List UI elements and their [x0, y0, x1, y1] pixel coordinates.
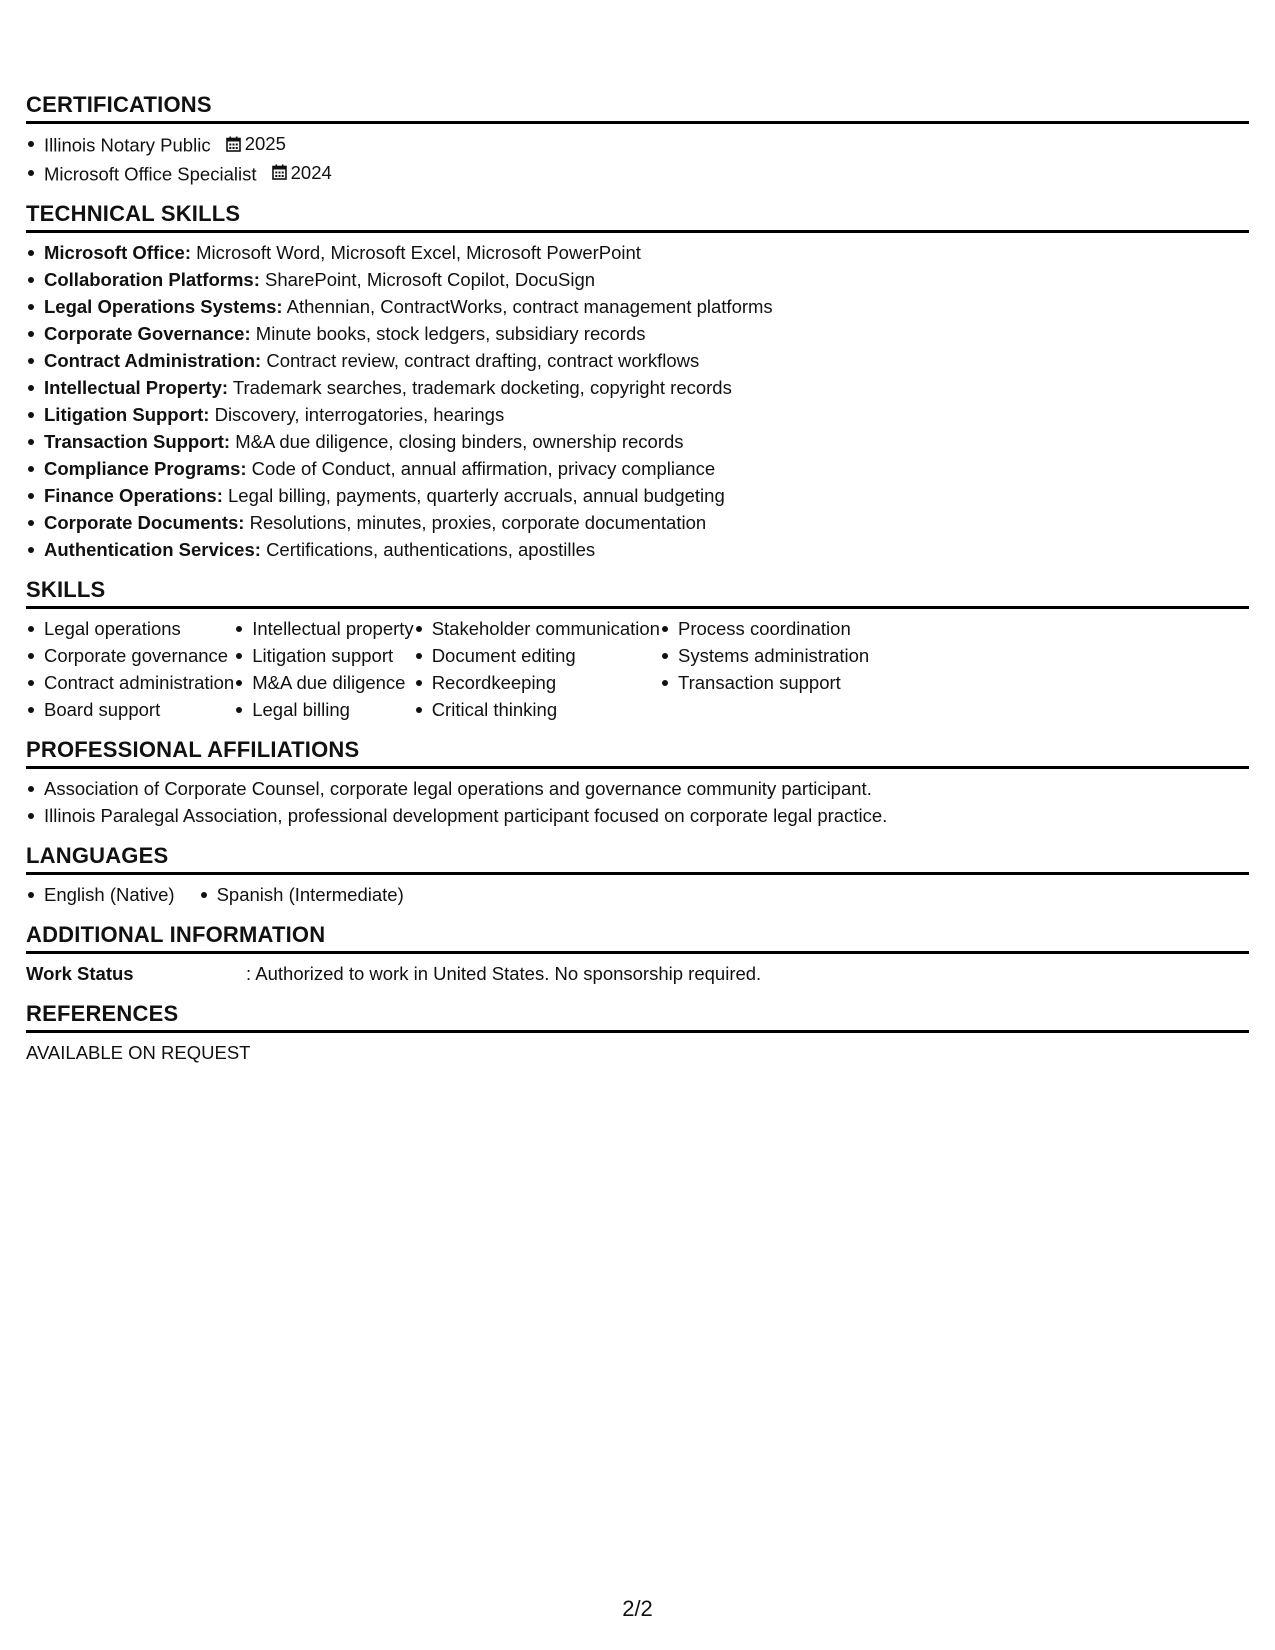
skill-value: Legal billing, payments, quarterly accruals, annual budgeting [228, 485, 725, 506]
technical-skill-item [26, 482, 1249, 509]
skill-label: Collaboration Platforms: [44, 269, 260, 290]
skill-item: Contract administration [26, 669, 234, 696]
technical-skill-item [26, 320, 1249, 347]
skill-item: Litigation support [234, 642, 413, 669]
certification-year: 2024 [290, 161, 332, 183]
skill-item: Stakeholder communication [414, 615, 660, 642]
technical-skill-item [26, 266, 1249, 293]
skill-label: Microsoft Office: [44, 242, 191, 263]
technical-skill-item [26, 455, 1249, 482]
technical-skill-item [26, 536, 1249, 563]
work-status-value: : Authorized to work in United States. No sponsorship required. [246, 963, 762, 984]
certifications-section [26, 92, 1249, 187]
calendar-icon [272, 164, 287, 180]
affiliation-item: Illinois Paralegal Association, professional development participant focused on corporate legal practice. [26, 802, 1249, 829]
skill-item: Intellectual property [234, 615, 413, 642]
skill-label: Finance Operations: [44, 485, 223, 506]
certifications-list [26, 130, 1249, 187]
skill-value: Microsoft Word, Microsoft Excel, Microsoft PowerPoint [196, 242, 641, 263]
skill-label: Litigation Support: [44, 404, 210, 425]
skills-grid [26, 615, 1249, 723]
technical-skills-list [26, 239, 1249, 563]
skill-item: Legal operations [26, 615, 234, 642]
technical-skills-section [26, 201, 1249, 563]
skill-label: Corporate Governance: [44, 323, 251, 344]
technical-skill-item [26, 239, 1249, 266]
skill-label: Compliance Programs: [44, 458, 247, 479]
skill-item: Recordkeeping [414, 669, 660, 696]
skill-item: Systems administration [660, 642, 869, 669]
skills-column [234, 615, 413, 723]
certification-year: 2025 [244, 133, 286, 154]
certification-item [26, 159, 1249, 188]
skills-section [26, 577, 1249, 723]
skill-value: Minute books, stock ledgers, subsidiary records [255, 323, 646, 344]
affiliations-list [26, 775, 1249, 829]
skill-value: M&A due diligence, closing binders, ownership records [235, 431, 684, 452]
skill-item: Critical thinking [414, 696, 660, 723]
section-title: LANGUAGES [26, 843, 1249, 875]
skill-label: Legal Operations Systems: [44, 296, 283, 317]
skill-label: Corporate Documents: [44, 512, 245, 533]
skills-column [660, 615, 869, 723]
affiliation-item: Association of Corporate Counsel, corporate legal operations and governance community participant. [26, 775, 1249, 802]
skill-value: Discovery, interrogatories, hearings [214, 404, 505, 425]
section-title: PROFESSIONAL AFFILIATIONS [26, 737, 1249, 769]
references-section [26, 1001, 1249, 1066]
certification-name: Microsoft Office Specialist [44, 163, 257, 184]
references-text: AVAILABLE ON REQUEST [26, 1042, 251, 1063]
section-title: SKILLS [26, 577, 1249, 609]
skill-item: M&A due diligence [234, 669, 413, 696]
language-item: English (Native) [26, 881, 175, 908]
skill-value: Code of Conduct, annual affirmation, privacy compliance [251, 458, 716, 479]
work-status-row [26, 960, 1249, 987]
technical-skill-item [26, 401, 1249, 428]
skill-item: Legal billing [234, 696, 413, 723]
skills-column [414, 615, 660, 723]
skill-item: Transaction support [660, 669, 869, 696]
additional-info-section [26, 922, 1249, 987]
technical-skill-item [26, 374, 1249, 401]
skill-label: Transaction Support: [44, 431, 231, 452]
skill-item: Corporate governance [26, 642, 234, 669]
skill-item: Process coordination [660, 615, 869, 642]
technical-skill-item [26, 293, 1249, 320]
work-status-label: Work Status [26, 963, 134, 984]
section-title: REFERENCES [26, 1001, 1249, 1033]
skill-value: SharePoint, Microsoft Copilot, DocuSign [265, 269, 596, 290]
section-title: ADDITIONAL INFORMATION [26, 922, 1249, 954]
skill-value: Certifications, authentications, apostilles [266, 539, 596, 560]
resume-page [26, 92, 1249, 1080]
skill-item: Document editing [414, 642, 660, 669]
certification-item [26, 130, 1249, 159]
skill-value: Resolutions, minutes, proxies, corporate documentation [249, 512, 707, 533]
skill-value: Contract review, contract drafting, contract workflows [266, 350, 700, 371]
skill-label: Intellectual Property: [44, 377, 229, 398]
skill-value: Trademark searches, trademark docketing, copyright records [232, 377, 732, 398]
calendar-icon [226, 136, 241, 152]
technical-skill-item [26, 509, 1249, 536]
certification-name: Illinois Notary Public [44, 134, 211, 156]
affiliations-section [26, 737, 1249, 829]
page-number: 2/2 [622, 1596, 653, 1621]
section-title: TECHNICAL SKILLS [26, 201, 1249, 233]
section-title: CERTIFICATIONS [26, 92, 1249, 124]
skill-value: Athennian, ContractWorks, contract management platforms [286, 296, 773, 317]
languages-section [26, 843, 1249, 908]
languages-list [26, 881, 1249, 908]
skills-column [26, 615, 234, 723]
skill-item: Board support [26, 696, 234, 723]
language-item: Spanish (Intermediate) [199, 881, 404, 908]
skill-label: Contract Administration: [44, 350, 262, 371]
technical-skill-item [26, 347, 1249, 374]
skill-label: Authentication Services: [44, 539, 261, 560]
technical-skill-item [26, 428, 1249, 455]
